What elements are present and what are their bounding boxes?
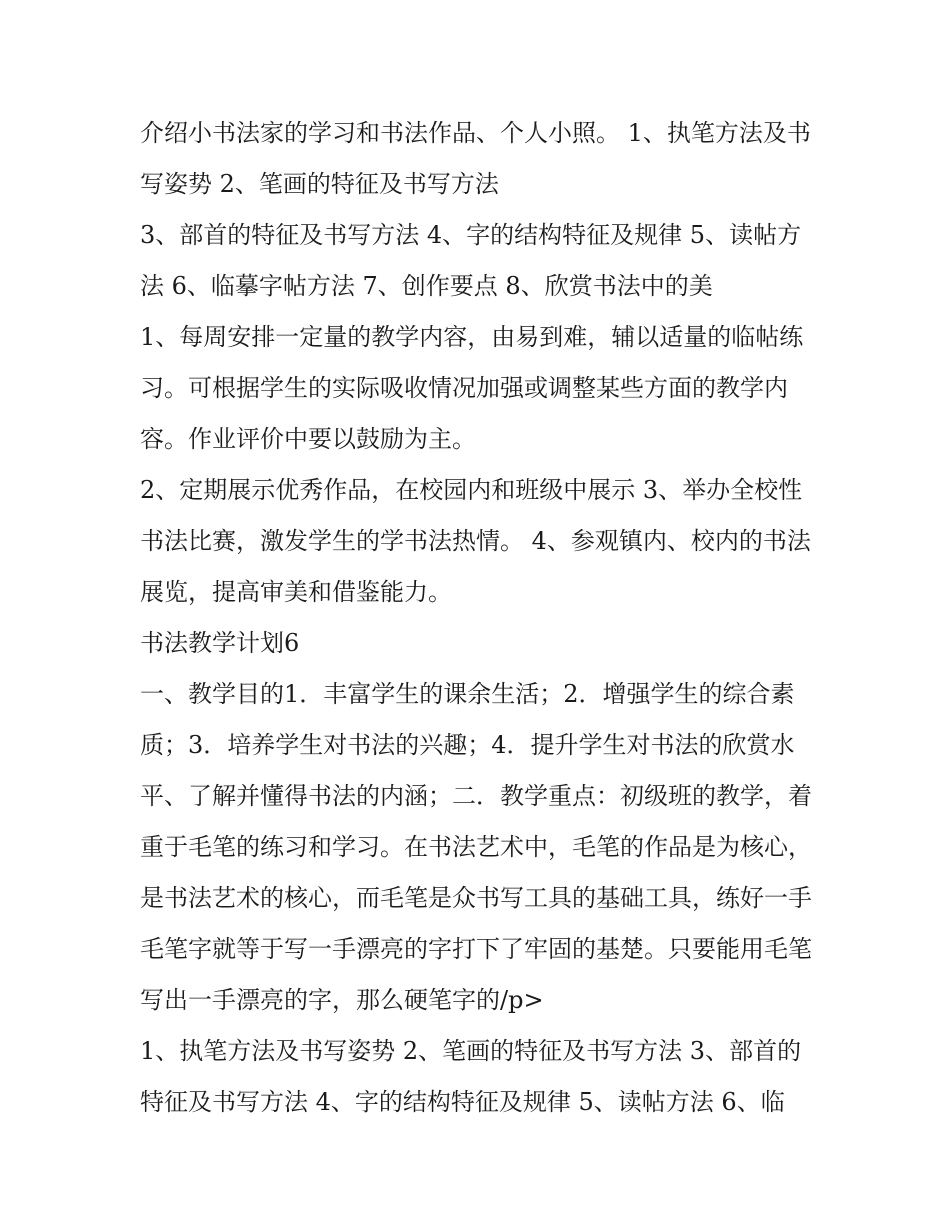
- paragraph-weekly-plan: 1、每周安排一定量的教学内容，由易到难，辅以适量的临帖练习。可根据学生的实际吸收情况加强或调整某些方面的教学内容。作业评价中要以鼓励为主。: [140, 323, 804, 453]
- paragraph-methods-list: 3、部首的特征及书写方法 4、字的结构特征及规律 5、读帖方法 6、临摹字帖方法 7、创作要点 8、欣赏书法中的美: [140, 221, 802, 300]
- paragraph-content-list: 1、执笔方法及书写姿势 2、笔画的特征及书写方法 3、部首的特征及书写方法 4、字的结构特征及规律 5、读帖方法 6、临: [140, 1037, 802, 1116]
- document-body: [140, 108, 820, 1128]
- paragraph-intro: 介绍小书法家的学习和书法作品、个人小照。 1、执笔方法及书写姿势 2、笔画的特征及书写方法: [140, 119, 811, 198]
- section-heading: 书法教学计划6: [140, 629, 300, 657]
- paragraph-teaching-goals: 一、教学目的1．丰富学生的课余生活；2．增强学生的综合素质；3．培养学生对书法的兴趣；4．提升学生对书法的欣赏水平、了解并懂得书法的内涵；二．教学重点：初级班的教学，着重于毛笔的练习和学习。在书法艺术中，毛笔的作品是为核心，是书法艺术的核心，而毛笔是众书写工具的基础工具，练好一手毛笔字就等于写一手漂亮的字打下了牢固的基楚。只要能用毛笔写出一手漂亮的字，那么硬笔字的/p>: [140, 680, 812, 1014]
- paragraph-activities: 2、定期展示优秀作品，在校园内和班级中展示 3、举办全校性书法比赛，激发学生的学书法热情。 4、参观镇内、校内的书法展览，提高审美和借鉴能力。: [140, 476, 811, 606]
